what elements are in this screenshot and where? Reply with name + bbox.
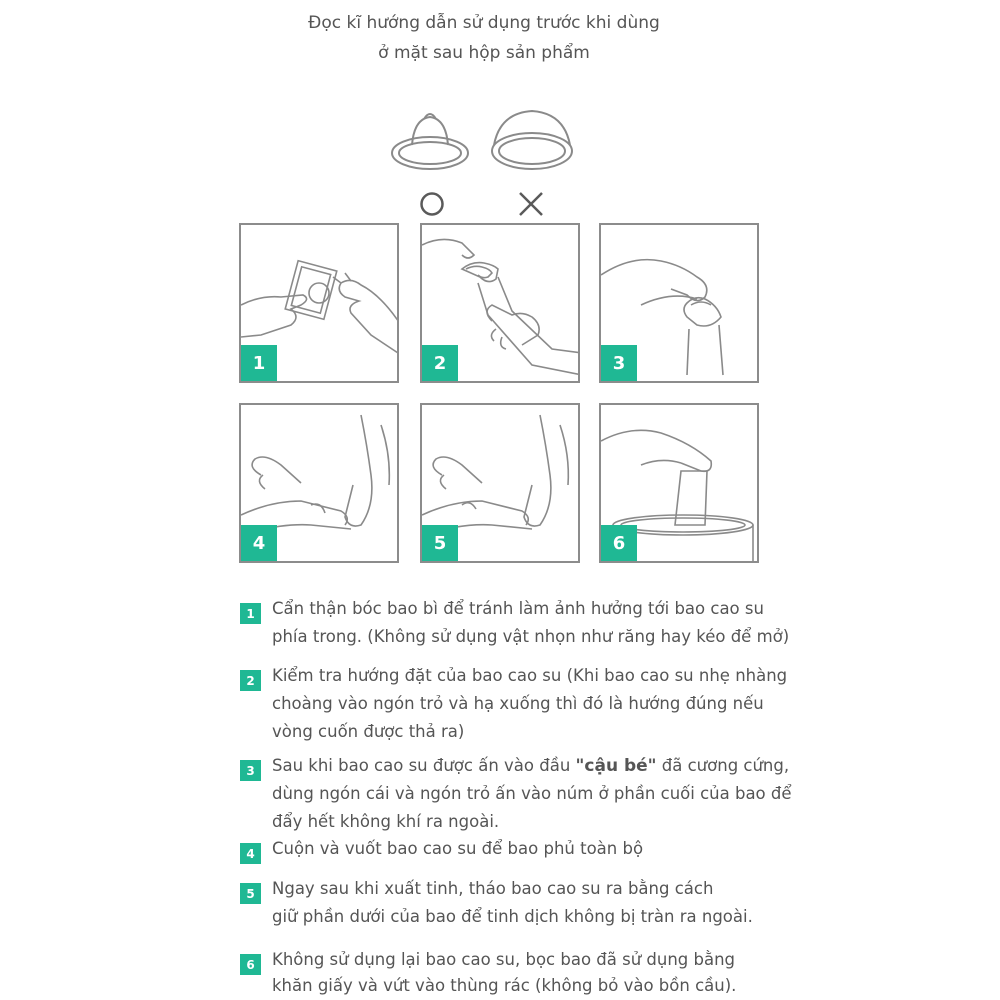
intro-line-2: ở mặt sau hộp sản phẩm [378, 43, 590, 63]
intro-text [0, 8, 968, 68]
step-text-line: phía trong. (Không sử dụng vật nhọn như răng hay kéo để mở) [272, 627, 790, 646]
step-number-badge: 2 [240, 670, 261, 691]
panel-number-badge: 4 [241, 525, 277, 561]
instruction-panel-2 [420, 223, 580, 383]
panel-number-badge: 1 [241, 345, 277, 381]
intro-line-1: Đọc kĩ hướng dẫn sử dụng trước khi dùng [308, 13, 660, 33]
step-text-pre: Sau khi bao cao su được ấn vào đầu [272, 756, 576, 775]
step-number-badge: 4 [240, 843, 261, 864]
step-number-badge: 6 [240, 954, 261, 975]
panel-number-badge: 6 [601, 525, 637, 561]
step-text-emphasis: "cậu bé" [575, 756, 657, 776]
panel-number-badge: 3 [601, 345, 637, 381]
instruction-panel-1 [239, 223, 399, 383]
step-text-line: giữ phần dưới của bao để tinh dịch không bị tràn ra ngoài. [272, 907, 753, 926]
panel-number-badge: 5 [422, 525, 458, 561]
instruction-panel-5 [420, 403, 580, 563]
orientation-diagram [388, 105, 588, 220]
step-text-line: Cẩn thận bóc bao bì để tránh làm ảnh hưởng tới bao cao su [272, 599, 764, 618]
step-text-line: Cuộn và vuốt bao cao su để bao phủ toàn bộ [272, 839, 644, 858]
step-text-line: Ngay sau khi xuất tinh, tháo bao cao su ra bằng cách [272, 879, 714, 898]
panel-number-badge: 2 [422, 345, 458, 381]
step-text-line: Kiểm tra hướng đặt của bao cao su (Khi bao cao su nhẹ nhàng [272, 666, 788, 685]
step-text-line: khăn giấy và vứt vào thùng rác (không bỏ vào bồn cầu). [272, 976, 737, 995]
step-text-line [272, 752, 789, 780]
step-text-line: dùng ngón cái và ngón trỏ ấn vào núm ở phần cuối của bao để [272, 784, 792, 803]
condom-orientation-illustration [388, 105, 588, 220]
step-text-line: Không sử dụng lại bao cao su, bọc bao đã sử dụng bằng [272, 950, 736, 969]
circle-icon [422, 194, 443, 215]
step-text-line: đẩy hết không khí ra ngoài. [272, 812, 500, 831]
step-text-post: đã cương cứng, [656, 756, 790, 775]
correct-orientation-drawing [392, 114, 468, 169]
cross-icon [520, 193, 542, 215]
step-number-badge: 5 [240, 883, 261, 904]
instruction-panel-3 [599, 223, 759, 383]
instruction-panel-4 [239, 403, 399, 563]
instruction-panel-6 [599, 403, 759, 563]
step-number-badge: 1 [240, 603, 261, 624]
wrong-orientation-drawing [492, 111, 572, 169]
step-text-line: vòng cuốn được thả ra) [272, 722, 465, 741]
step-text-line: choàng vào ngón trỏ và hạ xuống thì đó là hướng đúng nếu [272, 694, 764, 713]
step-number-badge: 3 [240, 760, 261, 781]
